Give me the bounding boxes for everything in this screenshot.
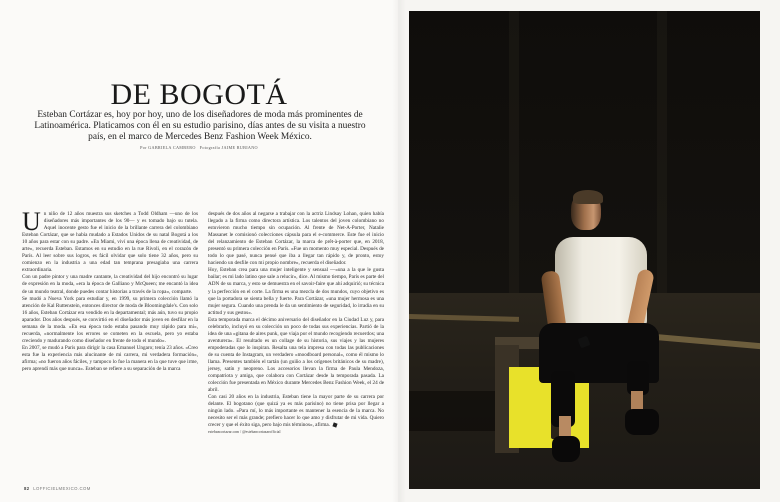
footer-site: LOFFICIELMEXICO.COM bbox=[33, 486, 91, 491]
byline-author: GABRIELA CAMBERO bbox=[148, 145, 196, 150]
paragraph: En 2007, se mudó a París para dirigir la casa Emanuel Ungaro; tenía 23 años. «Creo esta fue la experiencia más alucinante de mi carrera, mi verdadera formación», afirma; «no fueron años fáciles, y tampoco lo fue la manera en la que tuve que irme, pero aprendí más que nunca». Esteban se refiere a su separación de la marca bbox=[22, 344, 198, 373]
paragraph: Hoy, Esteban crea para una mujer inteligente y sensual —«una a la que le gusta bailar; es mi lado latino que sale a relucir», dice. Al mismo tiempo, París es parte del ADN de su marca, y esto se demuestra en el savoir-faire que ahí adquirió; su técnica y la perfección en el corte. La firma es una mezcla de dos mundos, cuyo objetivo es que la portadora se sienta bella y fuerte. Para Cortázar, «una mujer hermosa es una mujer segura. Cuando una prenda le da un sentimiento de seguridad, lo irradia en su actitud y sus gestos». bbox=[208, 267, 384, 316]
figure-shin bbox=[627, 361, 649, 395]
figure-shoe bbox=[552, 436, 580, 462]
photo-pillar bbox=[657, 11, 667, 293]
figure-shoe bbox=[625, 409, 659, 435]
byline-photographer: JAIME RUBIANO bbox=[221, 145, 258, 150]
paragraph: Con un padre pintor y una madre cantante, la creatividad del hijo encontró su lugar de expresión en la moda, «era la época de Galliano y McQueen; me encantó la idea de un mundo teatral, donde puedes contar historias a través de la ropa», comparte. bbox=[22, 274, 198, 295]
article-column-1 bbox=[22, 207, 198, 373]
page-gutter bbox=[392, 0, 406, 502]
byline-by-label: Por bbox=[140, 145, 147, 150]
article-column-2 bbox=[208, 211, 384, 437]
article-deck: Esteban Cortázar es, hoy por hoy, uno de los diseñadores de moda más prominentes de Latinoamérica. Platicamos con él en su estudio parisino, días antes de su visita a nuestro país, en el marco de Mercedes Benz Fashion Week México. bbox=[34, 110, 366, 143]
byline bbox=[0, 145, 398, 150]
drop-cap: U bbox=[22, 207, 41, 236]
paragraph: después de dos años al negarse a trabajar con la actriz Lindsay Lohan, quien había llegado a la firma como directora artística. Los talentos del joven colombiano no estuvieron mucho tiempo sin ocupación. Al frente de Net-A-Porter, Natalie Massanet le comisionó colecciones cápsula para el e-commerce. Este fue el inicio del relanzamiento de Esteban Cortázar, la marca de prêt-à-porter que, en 2018, presentó su primera colección en París. «Fue un momento muy especial. Después de todo lo que pasé, nunca pensé que iba a llegar tan rápido y, de pronto, estoy haciendo un desfile con mi propio nombre», recuerda el diseñador. bbox=[208, 211, 384, 267]
paragraph: Esta temporada marca el décimo aniversario del diseñador en la Ciudad Luz y, para celebrarlo, incluyó en su colección un poco de todas sus experiencias. Partió de la idea de una «gitana de aires punk, que viaja por el mundo recogiendo recuerdos; una aventurera». El resultado es un collage de su historia, sus viajes y las mujeres empoderadas que lo inspiran. Resalta una tela impresa con todas las publicaciones de su cuenta de Instagram, un verdadero «moodboard personal», como él mismo lo llama. Presentes también el tartán (un guiño a los orígenes británicos de su madre), jersey, satín y neopreno. Los accesorios llevan la firma de Paula Mendoza, compatriota y amiga, que colabora con Cortázar desde la temporada pasada. La colección fue presentada en México durante Mercedes Benz Fashion Week, el 24 de abril. bbox=[208, 316, 384, 394]
page-number: 82 bbox=[24, 486, 30, 491]
article-headline: DE BOGOTÁ bbox=[110, 78, 288, 111]
photo-pillar bbox=[509, 11, 519, 293]
page-footer bbox=[24, 486, 91, 491]
paragraph: Se mudó a Nueva York para estudiar y, en 1999, su primera colección llamó la atención de Kal Ruttenstein, entonces director de moda de Bloomingdale's. Con solo 16 años, Esteban Cortázar era vendido en la departamental; más aún, tuvo su propio aparador. Dos años después, se convirtió en el diseñador más joven en desfilar en la semana de la moda. «En esa época todo estaba pasando muy rápido para mí», recuerda, «normalmente los errores se cometen en la escuela, pero yo estaba creciendo y madurando como diseñador en frente de todo el mundo». bbox=[22, 295, 198, 344]
credit-line: estebancortazar.com / @estebancortazarofficial bbox=[208, 430, 281, 435]
byline-photo-label: Fotografía bbox=[199, 145, 221, 150]
paragraph: Con casi 20 años en la industria, Esteban tiene la mayor parte de su carrera por delante. El bogotano (que quizá ya es más parisino) no tiene prisa por llegar a ningún lado. «Para mí, lo más importante es mantener la esencia de la marca. No necesito ser el más grande; prefiero hacer lo que amo y disfrutar de mi vida. Quiero crecer y que el éxito siga, pero bajo mis términos», afirma. bbox=[208, 394, 384, 429]
paragraph: Un niño de 12 años muestra sus sketches a Todd Oldham —uno de los diseñadores más importantes de los 90— y es tomado bajo su tutela. Aquel inocente gesto fue el inicio de la brillante carrera del colombiano Esteban Cortázar, que se había mudado a Estados Unidos de su natal Bogotá a los 10 años para estar con su padre. «En Miami, viví una época llena de creatividad, de arte», recuerda Esteban. Estamos en su estudio en la rue Rivoli, en el corazón de París. Al leer sobre sus logros, es fácil olvidar que solo tiene 32 años, pero su comienzo en la industria a una edad tan temprana presagiaba una carrera extraordinaria. bbox=[22, 207, 198, 274]
portrait-photo bbox=[409, 11, 760, 489]
end-mark-icon bbox=[332, 423, 337, 428]
figure-hair bbox=[573, 190, 603, 204]
